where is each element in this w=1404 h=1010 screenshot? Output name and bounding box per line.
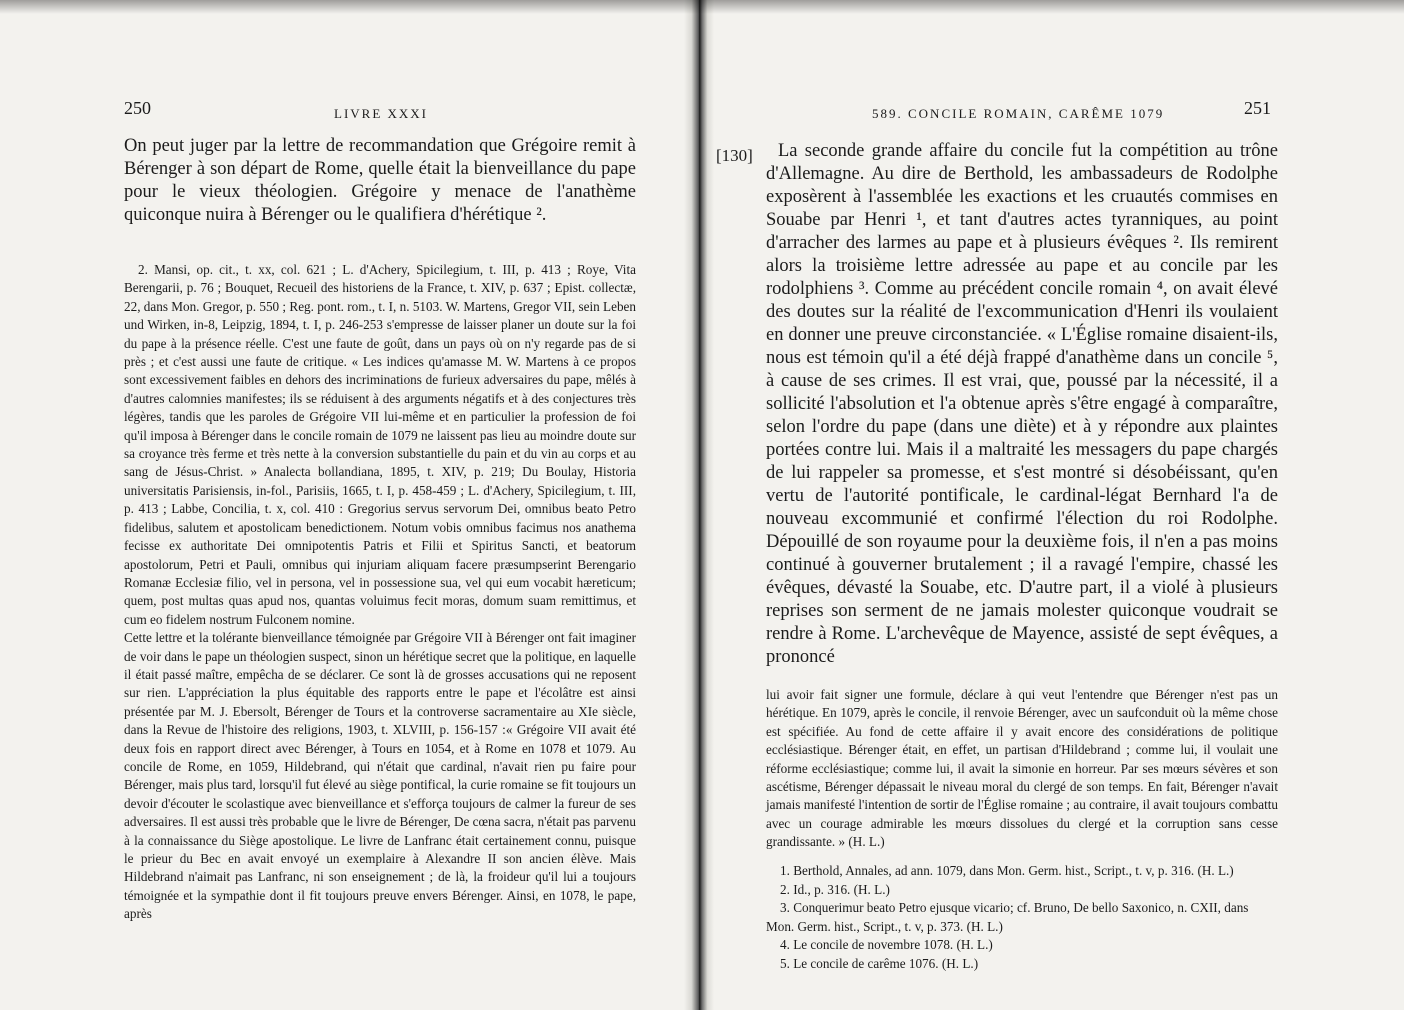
right-note-continuation [766, 686, 1278, 852]
footnote-continued: lui avoir fait signer une formule, déclare à qui veut l'entendre que Bérenger n'est pas un hérétique. En 1079, après le concile, il renvoie Bérenger, avec un saufconduit où la même chose est spécifiée. Au fond de cette affaire il y avait encore des considérations de politique ecclésiastique. Bérenger était, en effet, un partisan d'Hildebrand ; comme lui, il voulait une réforme ecclésiastique; comme lui, il avait la simonie en horreur. Par ses mœurs sévères et son ascétisme, Bérenger dépassait le niveau moral du clergé de son temps. En fait, Bérenger n'avait jamais manifesté l'intention de sortir de l'Église romaine ; au contraire, il avait toujours combattu avec un courage admirable les mœurs dissolues du clergé et la corruption sans cesse grandissante. » (H. L.) [766, 687, 1278, 850]
footnote-2-continued: Cette lettre et la tolérante bienveillance témoignée par Grégoire VII à Bérenger ont fait imaginer de voir dans le pape un théologien suspect, sinon un hérétique secret que la politique, en laquelle il était passé maître, empêcha de se déclarer. Ce sont là de grosses accusations qui ne reposent sur rien. L'appréciation la plus équitable des rapports entre le pape et l'écolâtre est ainsi présentée par M. J. Ebersolt, Bérenger de Tours et la controverse sacramentaire au XIe siècle, dans la Revue de l'histoire des religions, 1903, t. XLVIII, p. 156-157 :« Grégoire VII avait été deux fois en rapport direct avec Bérenger, à Tours en 1054, et à Rome en 1078 et 1079. Au concile de Rome, en 1059, Hildebrand, qui n'était que cardinal, n'avait rien pu faire pour Bérenger, mais plus tard, lorsqu'il fut élevé au siège pontifical, la curie romaine se fit toujours un devoir d'écouter le scolastique avec bienveillance et s'efforça toujours de calmer la fureur de ses adversaires. Il est aussi très probable que le livre de Bérenger, De cœna sacra, n'était pas parvenu à la connaissance du Siège apostolique. Le livre de Lanfranc était certainement connu, puisque le prieur du Bec en avait envoyé un exemplaire à Alexandre II son ancien élève. Mais Hildebrand n'aimait pas Lanfranc, ni son enseignement ; de là, la froideur qu'il lui a toujours témoignée et la sympathie dont il fit toujours preuve envers Bérenger. Ainsi, en 1078, le pape, après [124, 630, 636, 922]
top-shadow [0, 0, 1404, 14]
left-page-number: 250 [124, 98, 151, 118]
right-footnotes [766, 862, 1278, 974]
footnote-5: 5. Le concile de carême 1076. (H. L.) [780, 955, 979, 971]
footnote-1: 1. Berthold, Annales, ad ann. 1079, dans Mon. Germ. hist., Script., t. v, p. 316. (H. L.) [780, 863, 1234, 878]
left-page [0, 0, 694, 1010]
right-running-head: 589. CONCILE ROMAIN, CARÊME 1079 [872, 106, 1165, 121]
left-footnotes [124, 261, 636, 924]
right-body-text [766, 140, 1278, 669]
left-running-head: LIVRE XXXI [334, 106, 429, 121]
footnote-2: 2. Mansi, op. cit., t. xx, col. 621 ; L. d'Achery, Spicilegium, t. III, p. 413 ; Roye, Vita Berengarii, p. 76 ; Bouquet, Recueil des historiens de la France, t. XIV, p. 637 ; Epist. collectæ, 22, dans Mon. Gregor, p. 550 ; Reg. pont. rom., t. I, n. 5103. W. Martens, Gregor VII, sein Leben und Wirken, in-8, Leipzig, 1894, t. I, p. 246-253 s'empresse de laisser planer un doute sur la foi du pape à la présence réelle. C'est une faute de goût, dans un pays où on n'y regarde pas de si près ; et c'est aussi une faute de critique. « Les indices qu'amasse M. W. Martens à ce propos sont excessivement faibles en dehors des incriminations de furieux adversaires du pape, mêlés à d'autres calomnies manifestes; ils se réduisent à des arguments négatifs et à des conjectures très légères, tandis que les paroles de Grégoire VII lui-même et en particulier la profession de foi qu'il imposa à Bérenger dans le concile romain de 1079 ne laissent pas lieu au moindre doute sur sa croyance très ferme et très nette à la conversion substantielle du pain et du vin au corps et au sang de Jésus-Christ. » Analecta bollandiana, 1895, t. XIV, p. 219; Du Boulay, Historia universitatis Parisiensis, in-fol., Parisiis, 1665, t. I, p. 458-459 ; L. d'Achery, Spicilegium, t. III, p. 413 ; Labbe, Concilia, t. x, col. 410 : Gregorius servus servorum Dei, omnibus beato Petro fidelibus, salutem et apostolicam benedictionem. Notum vobis omnibus facimus nos anathema fecisse ex authoritate Dei omnipotentis Patris et Filii et Spiritus Sancti, et beatorum apostolorum, Petri et Pauli, omnibus qui injuriam aliquam facere præsumpserint Berengario Romanæ Ecclesiæ filio, vel in persona, vel in possessione sua, vel qui eum vocabit hæreticum; quem, post multas quas apud nos, quantas voluimus fecit moras, domum suam remittimus, et cum eo fidelem nostrum Fulconem nomine. [124, 262, 636, 627]
right-paragraph: La seconde grande affaire du concile fut la compétition au trône d'Allemagne. Au dire de Berthold, les ambassadeurs de Rodolphe exposèrent à l'assemblée les exactions et les cruautés commises en Souabe par Henri ¹, et tant d'autres actes tyranniques, au point d'arracher des larmes au pape et à plusieurs évêques ². Ils remirent alors la troisième lettre adressée au pape et au concile par les rodolphiens ³. Comme au précédent concile romain ⁴, on avait élevé des doutes sur la réalité de l'excommunication d'Henri ils voulaient en donner une preuve circonstanciée. « L'Église romaine disaient-ils, nous est témoin qu'il a été déjà frappé d'anathème dans un concile ⁵, à cause de ses crimes. Il est vrai, que, poussé par la nécessité, il a sollicité l'absolution et l'a obtenue après s'être engagé à comparaître, selon l'ordre du pape (dans une diète) et à y répondre aux plaintes portées contre lui. Mais il a maltraité les messagers du pape chargés de lui rappeler sa promesse, et s'est montré si désobéissant, qu'en vertu de l'autorité pontificale, le cardinal-légat Bernhard l'a de nouveau excommunié et confirmé l'élection du roi Rodolphe. Dépouillé de son royaume pour la deuxième fois, il n'en a pas moins continué à gouverner brutalement ; il a ravagé l'empire, chassé les évêques, dévasté la Souabe, etc. D'autre part, il a violé à plusieurs reprises son serment de ne jamais molester quiconque voudrait se rendre à Rome. L'archevêque de Mayence, assisté de sept évêques, a prononcé [766, 141, 1278, 667]
right-page-number: 251 [1244, 98, 1271, 118]
left-body-text: On peut juger par la lettre de recommandation que Grégoire remit à Bérenger à son départ de Rome, quelle était la bienveillance du pape pour le vieux théologien. Grégoire y menace de l'anathème quiconque nuira à Bérenger ou le qualifiera d'hérétique ². [124, 136, 636, 225]
book-gutter [684, 0, 714, 1010]
footnote-2-right: 2. Id., p. 316. (H. L.) [780, 881, 890, 897]
footnote-3: 3. Conquerimur beato Petro ejusque vicario; cf. Bruno, De bello Saxonico, n. CXII, dans Mon. Germ. hist., Script., t. v, p. 373. (H. L.) [766, 900, 1249, 934]
margin-number: [130] [716, 146, 753, 165]
footnote-4: 4. Le concile de novembre 1078. (H. L.) [780, 937, 993, 953]
